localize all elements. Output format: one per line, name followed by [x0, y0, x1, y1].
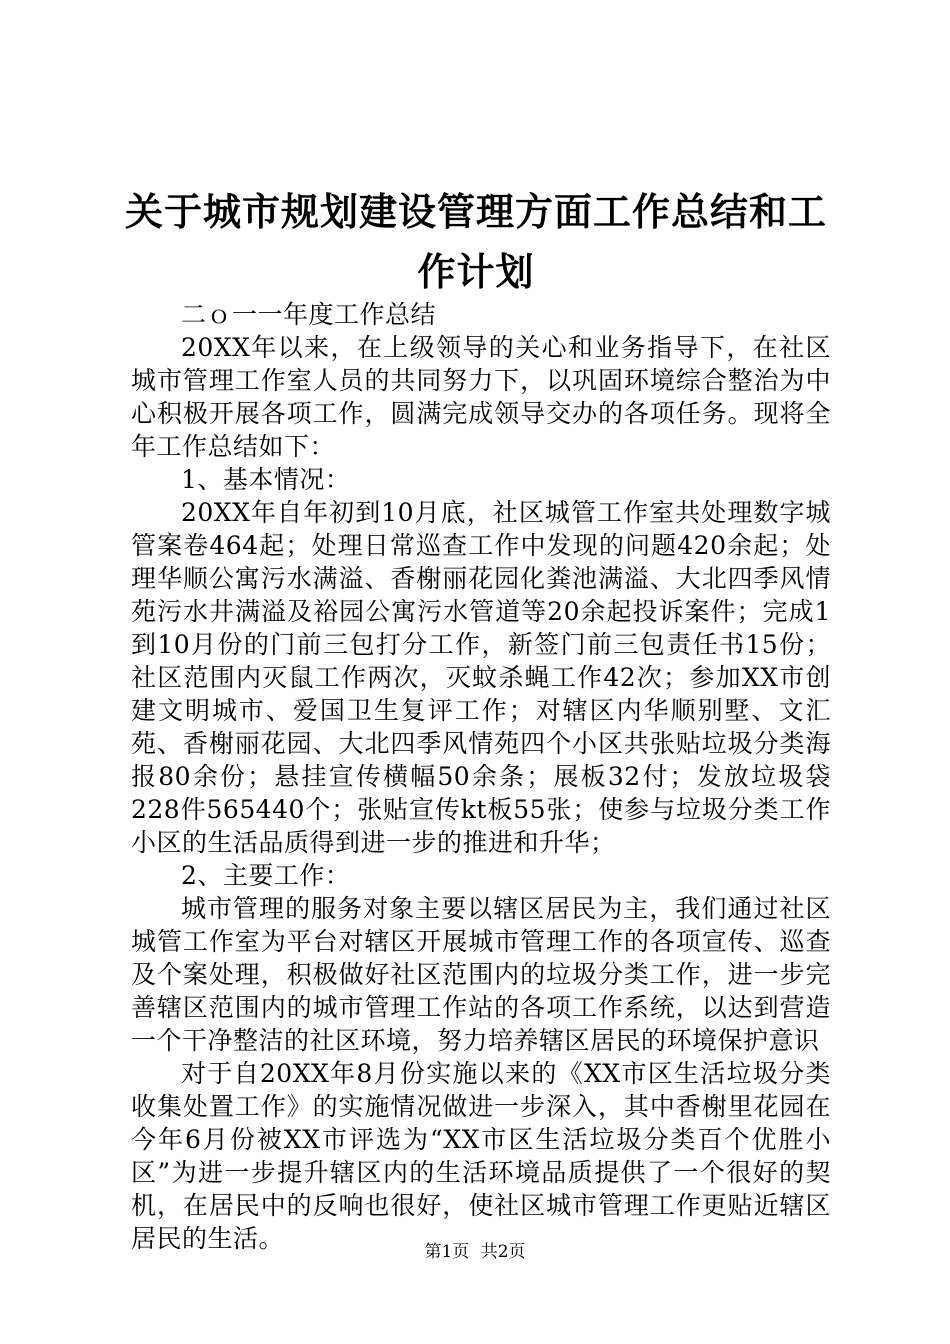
basic-situation-paragraph: 20XX年自年初到10月底，社区城管工作室共处理数字城管案卷464起；处理日常巡查工作中发现的问题420余起；处理华顺公寓污水满溢、香榭丽花园化粪池满溢、大北四季风情苑污水井满溢及裕园公寓污水管道等20余起投诉案件；完成1到10月份的门前三包打分工作，新签门前三包责任书15份；社区范围内灭鼠工作两次，灭蚊杀蝇工作42次；参加XX市创建文明城市、爱国卫生复评工作；对辖区内华顺别墅、文汇苑、香榭丽花园、大北四季风情苑四个小区共张贴垃圾分类海报80余份；悬挂宣传横幅50余条；展板32付；发放垃圾袋228件565440个；张贴宣传kt板55张；使参与垃圾分类工作小区的生活品质得到进一步的推进和升华； [131, 498, 831, 857]
garbage-sorting-paragraph: 对于自20XX年8月份实施以来的《XX市区生活垃圾分类收集处置工作》的实施情况做进一步深入，其中香榭里花园在今年6月份被XX市评选为“XX市区生活垃圾分类百个优胜小区”为进一步提升辖区内的生活环境品质提供了一个很好的契机，在居民中的反响也很好，使社区城市管理工作更贴近辖区居民的生活。 [131, 1059, 831, 1253]
document-title: 关于城市规划建设管理方面工作总结和工作计划 [124, 190, 827, 294]
section-heading-annual-summary: 二ｏ一一年度工作总结 [181, 300, 437, 329]
main-work-paragraph: 城市管理的服务对象主要以辖区居民为主，我们通过社区城管工作室为平台对辖区开展城市管理工作的各项宣传、巡查及个案处理，积极做好社区范围内的垃圾分类工作，进一步完善辖区范围内的城市管理工作站的各项工作系统，以达到营造一个干净整洁的社区环境，努力培养辖区居民的环境保护意识 [131, 894, 831, 1055]
page-footer [0, 1240, 950, 1264]
document-body [131, 298, 831, 1255]
page-total: 共2页 [480, 1242, 526, 1262]
intro-paragraph: 20XX年以来，在上级领导的关心和业务指导下，在社区城市管理工作室人员的共同努力下，以巩固环境综合整治为中心积极开展各项工作，圆满完成领导交办的各项任务。现将全年工作总结如下： [131, 333, 831, 461]
page-number: 第1页 [424, 1242, 470, 1262]
section-heading-basic-situation: 1、基本情况： [181, 465, 351, 494]
section-heading-main-work: 2、主要工作： [181, 861, 351, 890]
